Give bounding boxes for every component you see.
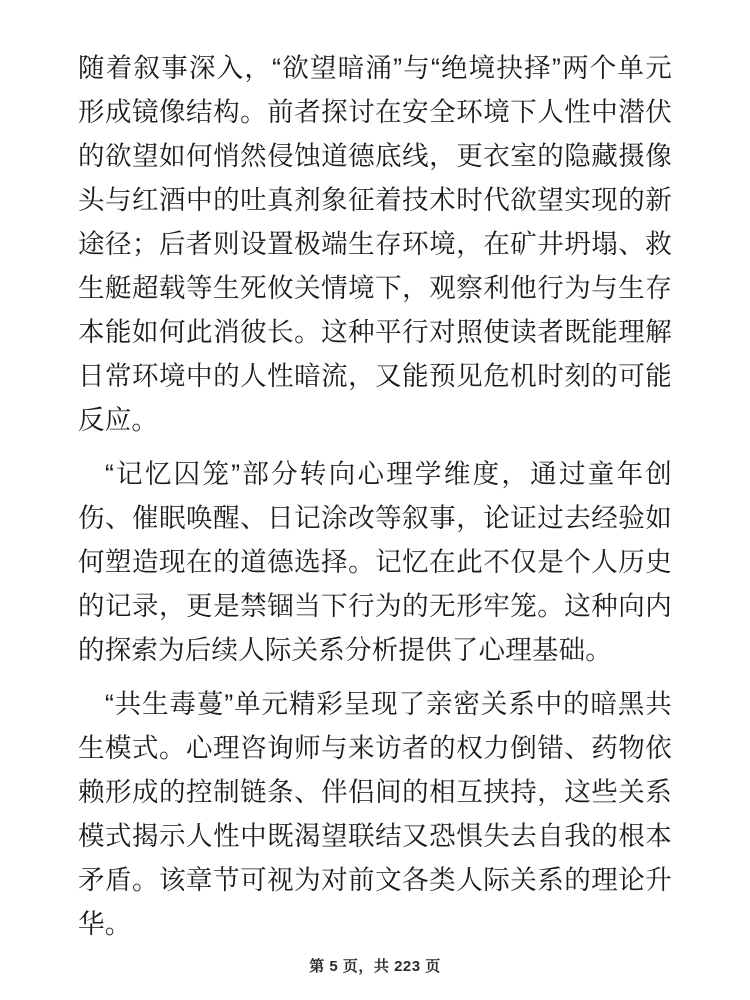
page-footer: 第 5 页，共 223 页 — [309, 958, 441, 975]
paragraph: “记忆囚笼”部分转向心理学维度，通过童年创伤、催眠唤醒、日记涂改等叙事，论证过去经验如何塑造现在的道德选择。记忆在此不仅是个人历史的记录，更是禁锢当下行为的无形牢笼。这种向内的探索为后续人际关系分析提供了心理基础。 — [78, 459, 672, 665]
document-body — [78, 46, 672, 946]
paragraph: “共生毒蔓”单元精彩呈现了亲密关系中的暗黑共生模式。心理咨询师与来访者的权力倒错、药物依赖形成的控制链条、伴侣间的相互挟持，这些关系模式揭示人性中既渴望联结又恐惧失去自我的根本矛盾。该章节可视为对前文各类人际关系的理论升华。 — [78, 689, 672, 939]
paragraph: 随着叙事深入，“欲望暗涌”与“绝境抉择”两个单元形成镜像结构。前者探讨在安全环境下人性中潜伏的欲望如何悄然侵蚀道德底线，更衣室的隐藏摄像头与红酒中的吐真剂象征着技术时代欲望实现的新途径；后者则设置极端生存环境，在矿井坍塌、救生艇超载等生死攸关情境下，观察利他行为与生存本能如何此消彼长。这种平行对照使读者既能理解日常环境中的人性暗流，又能预见危机时刻的可能反应。 — [78, 53, 672, 435]
